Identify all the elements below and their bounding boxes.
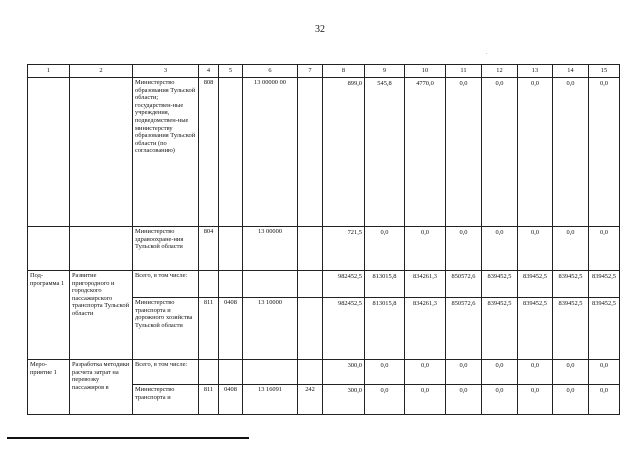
cell-value-15: 0,0	[589, 78, 620, 227]
cell-value-10: 0,0	[405, 227, 446, 271]
cell-value-10: 0,0	[405, 360, 446, 385]
cell-value-10: 834261,3	[405, 298, 446, 360]
cell-value-12: 0,0	[482, 385, 518, 415]
cell-value-10: 0,0	[405, 385, 446, 415]
cell-value-13: 0,0	[518, 360, 553, 385]
cell-executor: Министерство транспорта и дорожного хозяйства Тульской области	[133, 298, 199, 360]
cell-value-15: 839452,5	[589, 271, 620, 298]
budget-table	[27, 64, 620, 415]
cell-vr	[298, 298, 323, 360]
cell-value-15: 0,0	[589, 360, 620, 385]
cell-value-12: 0,0	[482, 360, 518, 385]
cell-value-14: 0,0	[553, 227, 589, 271]
cell-value-9: 813015,8	[365, 271, 405, 298]
cell-executor: Министерство транспорта и	[133, 385, 199, 415]
cell-value-15: 0,0	[589, 385, 620, 415]
cell-value-12: 839452,5	[482, 298, 518, 360]
cell-value-9: 0,0	[365, 227, 405, 271]
cell-rzpr: 0408	[219, 298, 243, 360]
header-cell: 2	[70, 65, 133, 78]
table-row	[28, 78, 620, 227]
cell-value-12: 0,0	[482, 227, 518, 271]
cell-grbs: 808	[199, 78, 219, 227]
cell-value-13: 0,0	[518, 227, 553, 271]
cell-grbs: 804	[199, 227, 219, 271]
cell-executor: Министерство здравоохране-ния Тульской области	[133, 227, 199, 271]
cell-value-9: 813015,8	[365, 298, 405, 360]
cell-value-11: 850572,6	[446, 298, 482, 360]
header-cell: 9	[365, 65, 405, 78]
cell-value-9: 0,0	[365, 360, 405, 385]
cell-value-12: 839452,5	[482, 271, 518, 298]
header-cell: 13	[518, 65, 553, 78]
cell-value-14: 0,0	[553, 360, 589, 385]
header-cell: 6	[243, 65, 298, 78]
cell-value-8: 300,0	[323, 385, 365, 415]
cell-rzpr	[219, 271, 243, 298]
cell-vr	[298, 360, 323, 385]
table-row	[28, 360, 620, 385]
cell-value-8: 982452,5	[323, 298, 365, 360]
cell-value-15: 0,0	[589, 227, 620, 271]
cell-name: Развитие пригородного и городского пассажирского транспорта Тульской области	[70, 271, 133, 360]
cell-value-11: 0,0	[446, 227, 482, 271]
cell-executor: Всего, в том числе:	[133, 360, 199, 385]
cell-rzpr: 0408	[219, 385, 243, 415]
header-cell: 11	[446, 65, 482, 78]
cell-value-13: 839452,5	[518, 271, 553, 298]
header-cell: 10	[405, 65, 446, 78]
cell-value-13: 839452,5	[518, 298, 553, 360]
cell-type: Меро-приятие 1	[28, 360, 70, 415]
table-row	[28, 227, 620, 271]
header-cell: 4	[199, 65, 219, 78]
header-cell: 1	[28, 65, 70, 78]
header-row	[28, 65, 620, 78]
header-cell: 8	[323, 65, 365, 78]
header-cell: 14	[553, 65, 589, 78]
cell-rzpr	[219, 227, 243, 271]
header-cell: 7	[298, 65, 323, 78]
cell-vr	[298, 78, 323, 227]
page-number: 32	[315, 24, 325, 35]
cell-csr: 13 16091	[243, 385, 298, 415]
cell-value-8: 899,0	[323, 78, 365, 227]
cell-value-8: 300,0	[323, 360, 365, 385]
cell-value-14: 0,0	[553, 385, 589, 415]
cell-executor: Всего, в том числе:	[133, 271, 199, 298]
cell-value-8: 721,5	[323, 227, 365, 271]
cell-value-14: 839452,5	[553, 271, 589, 298]
cell-value-12: 0,0	[482, 78, 518, 227]
cell-vr: 242	[298, 385, 323, 415]
cell-value-11: 850572,6	[446, 271, 482, 298]
cell-name: Разработка методики расчета затрат на перевозку пассажиров в	[70, 360, 133, 415]
header-cell: 3	[133, 65, 199, 78]
cell-grbs	[199, 271, 219, 298]
cell-type	[28, 227, 70, 271]
cell-value-10: 834261,3	[405, 271, 446, 298]
header-cell: 5	[219, 65, 243, 78]
cell-value-13: 0,0	[518, 78, 553, 227]
cell-value-13: 0,0	[518, 385, 553, 415]
cell-value-9: 545,8	[365, 78, 405, 227]
cell-rzpr	[219, 360, 243, 385]
cell-value-11: 0,0	[446, 360, 482, 385]
cell-value-10: 4770,0	[405, 78, 446, 227]
cell-value-9: 0,0	[365, 385, 405, 415]
cell-csr	[243, 360, 298, 385]
cell-value-11: 0,0	[446, 78, 482, 227]
page-mark: .	[486, 50, 488, 56]
cell-executor: Министерство образования Тульской области; государствен-ные учреждения, подведомствен-ные министерству образования Тульской области (по согласованию)	[133, 78, 199, 227]
header-cell: 15	[589, 65, 620, 78]
cell-csr: 13 00000	[243, 227, 298, 271]
cell-csr: 13 10000	[243, 298, 298, 360]
cell-csr	[243, 271, 298, 298]
cell-csr: 13 00000 00	[243, 78, 298, 227]
table-row	[28, 271, 620, 298]
cell-value-11: 0,0	[446, 385, 482, 415]
cell-value-14: 839452,5	[553, 298, 589, 360]
cell-grbs	[199, 360, 219, 385]
cell-vr	[298, 271, 323, 298]
cell-name	[70, 78, 133, 227]
cell-value-15: 839452,5	[589, 298, 620, 360]
cell-rzpr	[219, 78, 243, 227]
cell-type	[28, 78, 70, 227]
footnote-separator	[7, 437, 249, 439]
cell-vr	[298, 227, 323, 271]
cell-grbs: 811	[199, 385, 219, 415]
cell-type: Под-программа 1	[28, 271, 70, 360]
cell-grbs: 811	[199, 298, 219, 360]
cell-name	[70, 227, 133, 271]
cell-value-14: 0,0	[553, 78, 589, 227]
header-cell: 12	[482, 65, 518, 78]
cell-value-8: 982452,5	[323, 271, 365, 298]
